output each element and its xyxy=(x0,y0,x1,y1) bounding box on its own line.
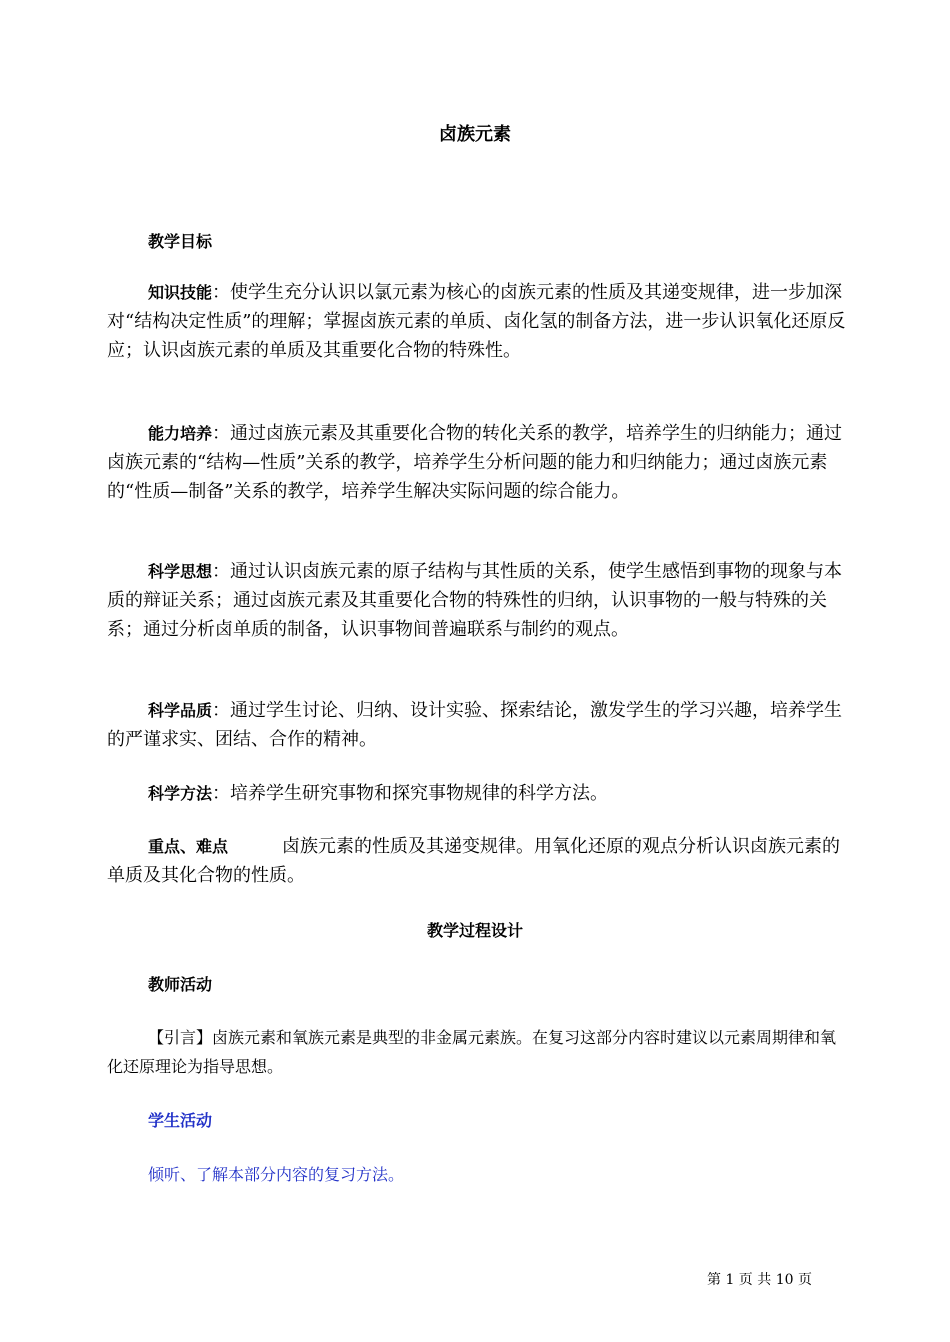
method-label: 科学方法 xyxy=(148,784,213,803)
intro-paragraph xyxy=(107,1023,852,1081)
objectives-heading: 教学目标 xyxy=(148,232,213,251)
page-footer: 第 1 页 共 10 页 xyxy=(707,1272,812,1288)
thinking-label: 科学思想 xyxy=(148,562,213,581)
ability-label: 能力培养 xyxy=(148,424,213,443)
method-paragraph xyxy=(107,779,852,808)
knowledge-paragraph xyxy=(107,278,852,365)
intro-tag: 【引言】 xyxy=(148,1028,213,1047)
student-text: 倾听、了解本部分内容的复习方法。 xyxy=(148,1165,405,1184)
knowledge-label: 知识技能 xyxy=(148,283,213,302)
quality-paragraph xyxy=(107,696,852,754)
process-heading: 教学过程设计 xyxy=(426,921,523,940)
student-heading: 学生活动 xyxy=(148,1111,213,1130)
intro-text: 卤族元素和氧族元素是典型的非金属元素族。在复习这部分内容时建议以元素周期律和氧化还原理论为指导思想。 xyxy=(107,1028,837,1076)
knowledge-text: ：使学生充分认识以氯元素为核心的卤族元素的性质及其递变规律，进一步加深对“结构决定性质”的理解；掌握卤族元素的单质、卤化氢的制备方法，进一步认识氧化还原反应；认识卤族元素的单质及其重要化合物的特殊性。 xyxy=(107,282,846,361)
keypoints-paragraph xyxy=(107,832,852,890)
keypoints-text: 卤族元素的性质及其递变规律。用氧化还原的观点分析认识卤族元素的单质及其化合物的性质。 xyxy=(107,836,841,886)
thinking-paragraph xyxy=(107,557,852,644)
quality-label: 科学品质 xyxy=(148,701,213,720)
quality-text: ：通过学生讨论、归纳、设计实验、探索结论，激发学生的学习兴趣，培养学生的严谨求实、团结、合作的精神。 xyxy=(107,700,843,750)
document-title: 卤族元素 xyxy=(439,124,511,145)
thinking-text: ：通过认识卤族元素的原子结构与其性质的关系，使学生感悟到事物的现象与本质的辩证关系；通过卤族元素及其重要化合物的特殊性的归纳，认识事物的一般与特殊的关系；通过分析卤单质的制备，认识事物间普遍联系与制约的观点。 xyxy=(107,561,843,640)
teacher-heading: 教师活动 xyxy=(148,975,213,994)
keypoints-label: 重点、难点 xyxy=(148,837,229,856)
ability-paragraph xyxy=(107,419,852,506)
ability-text: ：通过卤族元素及其重要化合物的转化关系的教学，培养学生的归纳能力；通过卤族元素的“结构—性质”关系的教学，培养学生分析问题的能力和归纳能力；通过卤族元素的“性质—制备”关系的教学，培养学生解决实际问题的综合能力。 xyxy=(107,423,843,502)
method-text: ：培养学生研究事物和探究事物规律的科学方法。 xyxy=(212,783,609,804)
